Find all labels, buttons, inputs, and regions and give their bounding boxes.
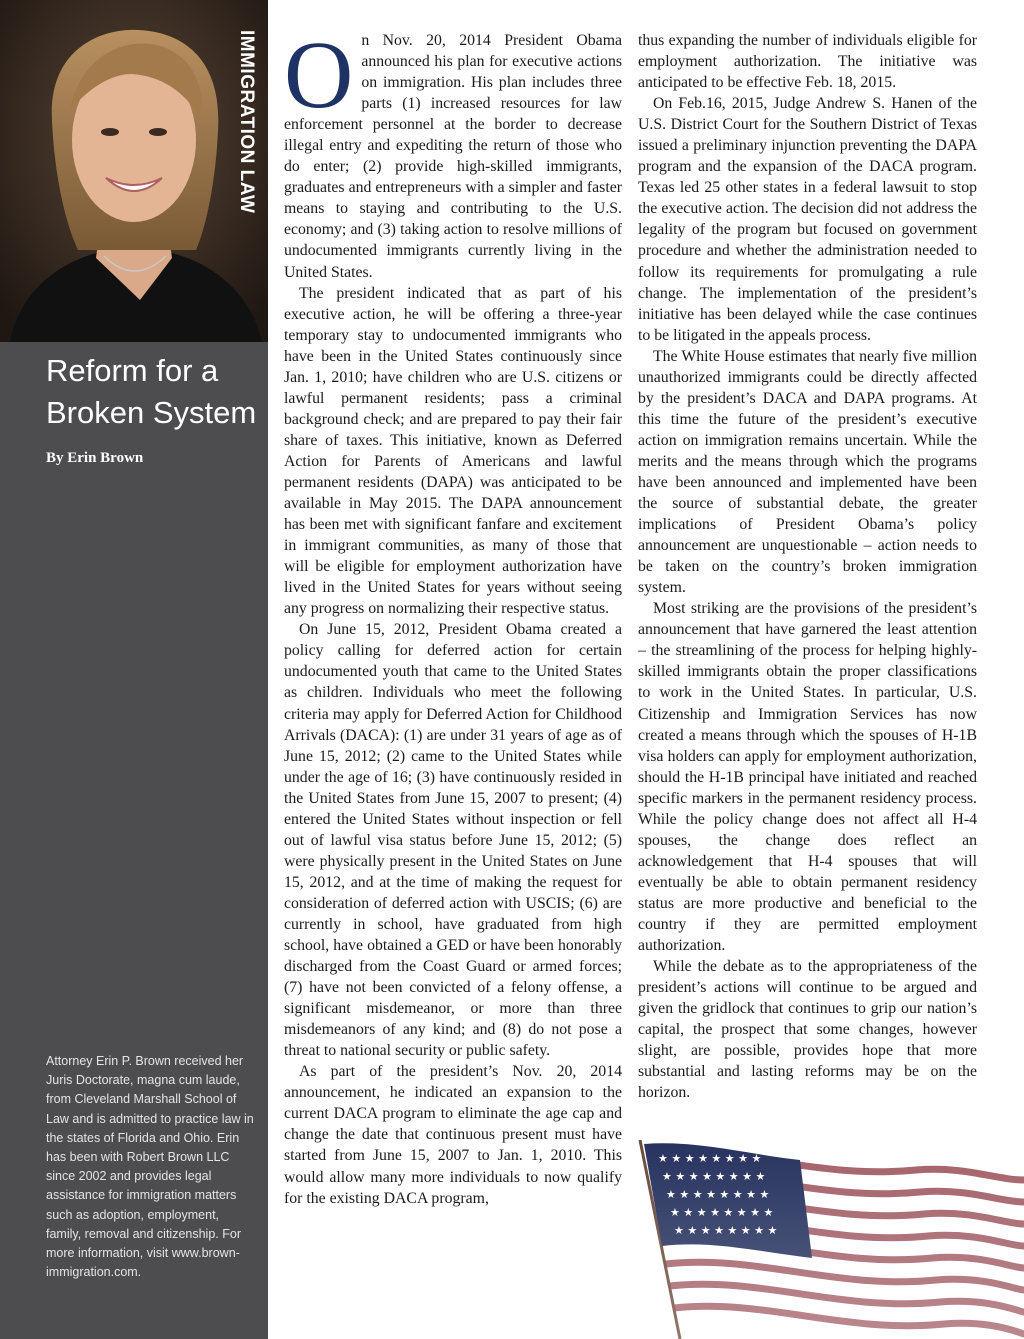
paragraph: The White House estimates that nearly five million unauthorized immigrants could be directly affected by the president’s DACA and DAPA programs. At this time the future of the president’s executive action on immigration remains uncertain. While the merits and the means through which the programs have been announced and implemented have been the source of substantial debate, the greater implications of President Obama’s policy announcement are unquestionable – action needs to be taken on the country’s broken immigration system. <box>638 347 977 597</box>
paragraph: Most striking are the provisions of the president’s announcement that have garnered the least attention – the streamlining of the process for helping highly-skilled immigrants obtain the proper classifications to work in the United States. In particular, U.S. Citizenship and Immigration Services has now created a means through which the spouses of H-1B visa holders can apply for employment authorization, should the H-1B principal have initiated and reached specific markers in the permanent residency process. While the policy change does not affect all H-4 spouses, the change does reflect an acknowledgement that H-4 spouses that will eventually be able to obtain permanent residency status are more productive and beneficial to the country if they are permitted employment authorization. <box>638 600 977 955</box>
paragraph: On Feb.16, 2015, Judge Andrew S. Hanen of the U.S. District Court for the Southern District of Texas issued a preliminary injunction preventing the DAPA program and the expansion of the DACA program. Texas led 25 other states in a federal lawsuit to stop the executive action. The decision did not address the legality of the program but focused on government procedure and whether the administration needed to follow its requirements for promulgating a rule change. The implementation of the president’s initiative has been delayed while the case continues to be litigated in the appeals process. <box>638 95 977 344</box>
flag-icon <box>636 1140 1024 1339</box>
article-column-2 <box>638 30 977 1130</box>
paragraph <box>284 21 622 283</box>
paragraph: As part of the president’s Nov. 20, 2014 announcement, he indicated an expansion to the current DACA program to eliminate the age cap and change the date that continuous present must have started from June 15, 2007 to Jan. 1, 2010. This would allow many more individuals to now qualify for the existing DACA program, <box>284 1063 622 1207</box>
author-bio: Attorney Erin P. Brown received her Juris Doctorate, magna cum laude, from Cleveland Marshall School of Law and is admitted to practice law in the states of Florida and Ohio. Erin has been with Robert Brown LLC since 2002 and provides legal assistance for immigration matters such as adoption, employment, family, removal and citizenship. For more information, visit www.brown-immigration.com. <box>46 1054 254 1280</box>
paragraph: While the debate as to the appropriateness of the president’s actions will continue to be argued and given the gridlock that continues to grip our nation’s capital, the prospect that some changes, however slight, are possible, provides hope that more substantial and lasting reforms may be on the horizon. <box>638 958 977 1102</box>
paragraph: thus expanding the number of individuals eligible for employment authorization. The initiative was anticipated to be effective Feb. 18, 2015. <box>638 32 977 92</box>
article-column-1 <box>284 21 622 1330</box>
paragraph: On June 15, 2012, President Obama created a policy calling for deferred action for certain undocumented youth that came to the United States as children. Individuals who meet the following criteria may apply for Deferred Action for Childhood Arrivals (DACA): (1) are under 31 years of age as of June 15, 2012; (2) came to the United States while under the age of 16; (3) have continuously resided in the United States from June 15, 2007 to present; (4) entered the United States without inspection or fell out of lawful visa status before June 15, 2012; (5) were physically present in the United States on June 15, 2012, and at the time of making the request for consideration of deferred action with USCIS; (6) are currently in school, have graduated from high school, have obtained a GED or have been honorably discharged from the Coast Guard or armed forces; (7) have not been convicted of a felony offense, a significant misdemeanor, or more than three misdemeanors of any kind; and (8) do not pose a threat to national security or public safety. <box>284 621 622 1060</box>
author-photo <box>0 0 268 342</box>
article-title: Reform for a Broken System <box>46 353 257 430</box>
section-label: IMMIGRATION LAW <box>236 30 257 214</box>
american-flag-illustration <box>636 1140 1024 1339</box>
drop-cap: O <box>284 21 354 128</box>
byline: By Erin Brown <box>46 450 144 466</box>
paragraph-text: n Nov. 20, 2014 President Obama announced his plan for executive actions on immigration. His plan includes three parts (1) increased resources for law enforcement personnel at the border to decrease illegal entry and expediting the return of those who do enter; (2) provide high-skilled immigrants, graduates and entrepreneurs with a simpler and faster means to staying and contributing to the U.S. economy; and (3) taking action to resolve millions of undocumented immigrants currently living in the United States. <box>284 32 622 281</box>
paragraph: The president indicated that as part of his executive action, he will be offering a three-year temporary stay to undocumented immigrants who have been in the United States continuously since Jan. 1, 2010; have children who are U.S. citizens or lawful permanent residents; pass a criminal background check; and are prepared to pay their fair share of taxes. This initiative, known as Deferred Action for Parents of Americans and lawful permanent residents (DAPA) was anticipated to be available in May 2015. The DAPA announcement has been met with significant fanfare and excitement in immigrant communities, as many of those that will be eligible for employment authorization have lived in the United States for years without seeing any progress on normalizing their respective status. <box>284 284 622 618</box>
sidebar <box>0 0 268 1339</box>
